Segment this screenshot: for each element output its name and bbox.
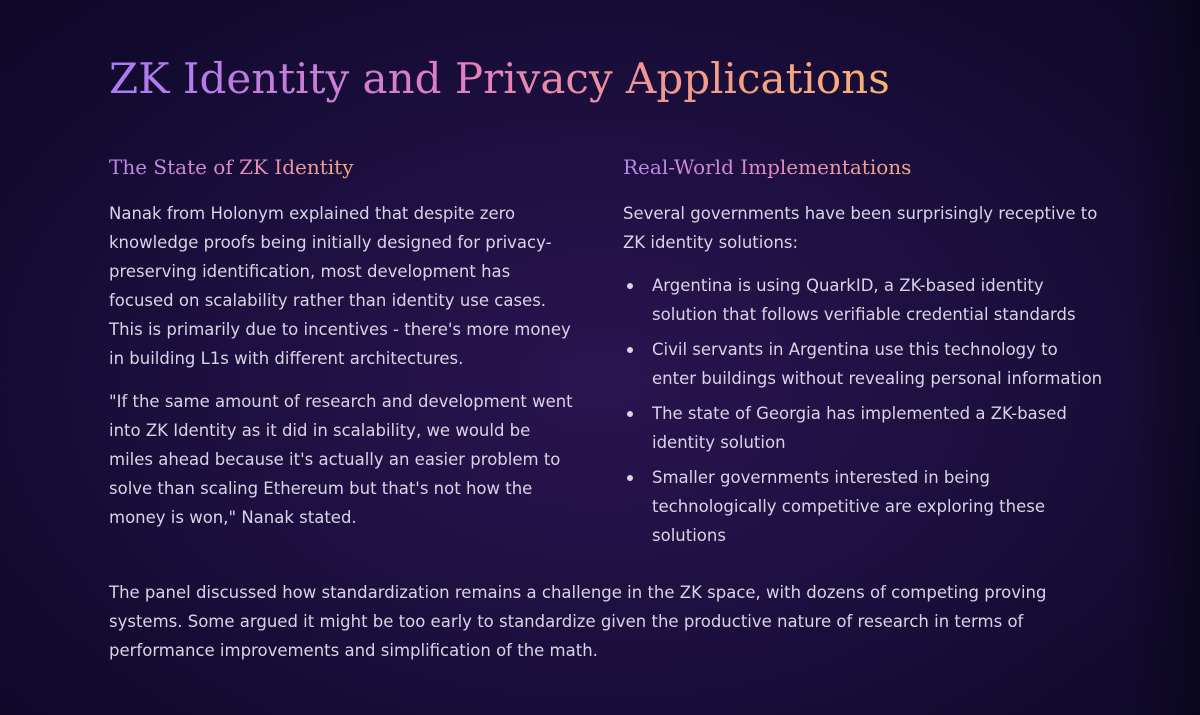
standardization-summary-paragraph: The panel discussed how standardization remains a challenge in the ZK space, with dozens of competing proving systems. Some argued it might be too early to standardize given the productive nature of research in terms of performance improvements and simplification of the math. (109, 583, 1047, 660)
list-item (623, 271, 1103, 329)
real-world-implementations-section (623, 152, 1103, 556)
nanak-quote-paragraph: "If the same amount of research and development went into ZK Identity as it did in scalability, we would be miles ahead because it's actually an easier problem to solve than scaling Ethereum but that's not how the money is won," Nanak stated. (109, 392, 573, 527)
list-item-text: Civil servants in Argentina use this technology to enter buildings without revealing personal information (652, 340, 1103, 388)
list-item-text: Argentina is using QuarkID, a ZK-based identity solution that follows verifiable credential standards (652, 276, 1076, 324)
holonym-explanation-paragraph: Nanak from Holonym explained that despite zero knowledge proofs being initially designed for privacy-preserving identification, most development has focused on scalability rather than identity use cases. This is primarily due to incentives - there's more money in building L1s with different architectures. (109, 204, 571, 368)
list-item (623, 463, 1103, 550)
list-item-text: The state of Georgia has implemented a ZK-based identity solution (652, 404, 1067, 452)
list-item (623, 399, 1103, 457)
section-heading-state-of-zk-identity: The State of ZK Identity (109, 152, 354, 182)
bullet-dot-icon (627, 283, 633, 289)
bullet-dot-icon (627, 347, 633, 353)
bullet-dot-icon (627, 475, 633, 481)
page-title: ZK Identity and Privacy Applications (109, 52, 890, 106)
list-item-text: Smaller governments interested in being technologically competitive are exploring these solutions (652, 468, 1046, 545)
bullet-dot-icon (627, 411, 633, 417)
right-edge-shadow (1130, 0, 1200, 715)
governments-intro-paragraph: Several governments have been surprisingly receptive to ZK identity solutions: (623, 204, 1098, 252)
section-heading-real-world-implementations: Real-World Implementations (623, 152, 911, 182)
implementations-list (623, 271, 1103, 550)
list-item (623, 335, 1103, 393)
zk-identity-state-section (109, 152, 579, 546)
